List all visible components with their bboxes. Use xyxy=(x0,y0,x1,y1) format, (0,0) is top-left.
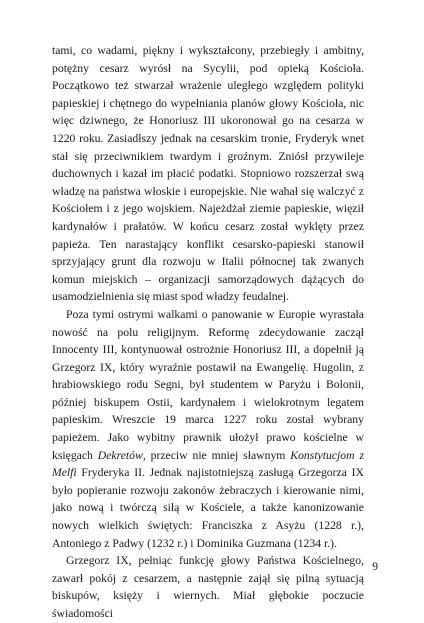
paragraph-2-text-b: , przeciw nie mniej sławnym xyxy=(142,448,291,462)
page-number: 9 xyxy=(372,561,378,573)
italic-title-dekretow: Dekretów xyxy=(97,448,143,462)
paragraph-2 xyxy=(52,306,364,552)
paragraph-3: Grzegorz IX, pełniąc funkcję głowy Państwa Kościelnego, zawarł pokój z cesarzem, a następnie zajął się pilną sytuacją biskupów, księży i wiernych. Miał głębokie poczucie świadomości xyxy=(52,554,364,620)
paragraph-1: tami, co wadami, piękny i wykształcony, przebiegły i ambitny, potężny cesarz wyrósł na Sycylii, pod opieką Kościoła. Początkowo też stwarzał wrażenie uległego względem polityki papieskiej i chętnego do wypełniania planów głowy Kościoła, nic więc dziwnego, że Honoriusz III ukoronował go na cesarza w 1220 roku. Zasiadłszy jednak na cesarskim tronie, Fryderyk wnet stał się przeciwnikiem twardym i groźnym. Zniósł przywileje duchownych i kazał im płacić podatki. Stopniowo rozszerzał swą władzę na państwa włoskie i europejskie. Nie wahał się walczyć z Kościołem i z jego wojskiem. Najeżdżał ziemie papieskie, więził kardynałów i prałatów. W końcu cesarz został wyklęty przez papieża. Ten narastający konflikt cesarsko-papieski stanowił sprzyjający grunt dla rozwoju w Italii północnej tak zwanych komun miejskich – organizacji samorządowych dążących do usamodzielnienia się miast spod władzy feudalnej. xyxy=(52,44,364,304)
paragraph-2-text-c: Fryderyka II. Jednak najistotniejszą zasługą Grzegorza IX było popieranie rozwoju zakonów żebraczych i kierowanie nimi, jako nową i twórczą siłą w Kościele, a także kanonizowanie nowych wielkich świętych: Franciszka z Asyżu (1228 r.), Antoniego z Padwy (1232 r.) i Dominika Guzmana (1234 r.). xyxy=(52,466,364,550)
italic-title-konstytucje: Konstytucjom z Melfi xyxy=(52,448,364,480)
body-text xyxy=(52,42,364,623)
paragraph-2-text-a: Poza tymi ostrymi walkami o panowanie w Europie wyrastała nowość na polu religijnym. Reformę zdecydowanie zaczął Innocenty III, kontynuował ostrożnie Honoriusz III, a dopełnił ją Grzegorz IX, który wyraźnie postawił na Ewangelię. Hugolin, z hrabiowskiego rodu Segni, był studentem w Paryżu i Bolonii, później biskupem Ostii, kardynałem i wielokrotnym legatem papieskim. Wreszcie 19 marca 1227 roku został wybrany papieżem. Jako wybitny prawnik ułożył prawo kościelne w księgach xyxy=(52,307,364,462)
